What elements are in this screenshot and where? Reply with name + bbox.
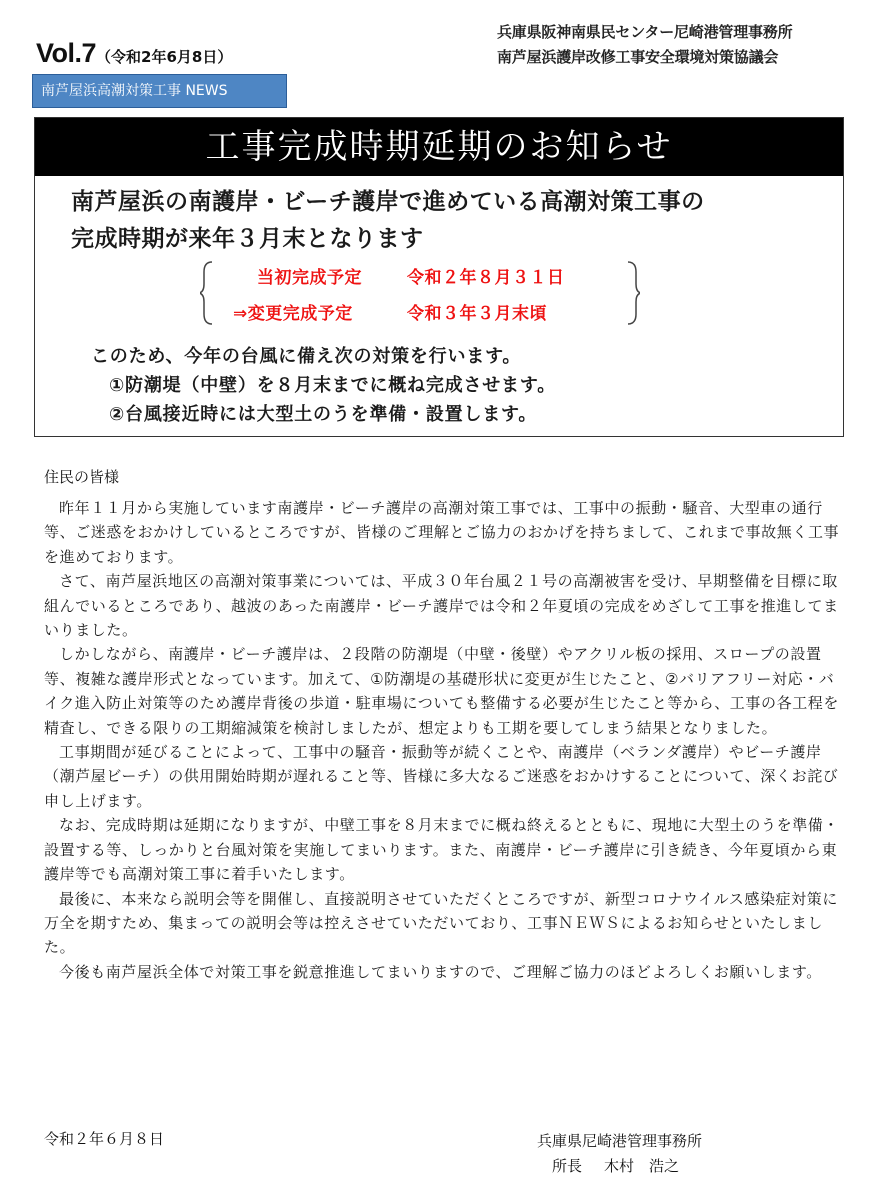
org-line-1: 兵庫県阪神南県民センター尼崎港管理事務所 (497, 23, 793, 41)
original-schedule-label: 当初完成予定 (257, 268, 362, 288)
news-series-label: 南芦屋浜高潮対策工事 NEWS (32, 74, 287, 108)
body-paragraph: なお、完成時期は延期になりますが、中壁工事を８月末までに概ね終えるとともに、現地に大型土のうを準備・設置する等、しっかりと台風対策を実施してまいります。また、南護岸・ビーチ護岸に引き続き、今年夏頃から東護岸等でも高潮対策工事に着手いたします。 (44, 816, 840, 884)
headline-line-1: 南芦屋浜の南護岸・ビーチ護岸で進めている高潮対策工事の (71, 189, 705, 215)
signature-line (552, 1155, 679, 1176)
volume-date: （令和2年6月8日） (96, 48, 233, 66)
headline-line-2: 完成時期が来年３月末となります (71, 226, 424, 252)
body-paragraph: 工事期間が延びることによって、工事中の騒音・振動等が続くことや、南護岸（ベランダ護岸）やビーチ護岸（潮芦屋ビーチ）の供用開始時期が遅れること等、皆様に多大なるご迷惑をおかけすることについて、深くお詫び申し上げます。 (44, 743, 839, 810)
original-schedule-date: 令和２年８月３１日 (407, 268, 565, 288)
org-line-2: 南芦屋浜護岸改修工事安全環境対策協議会 (497, 48, 779, 66)
volume-label (36, 38, 232, 69)
notice-headline (71, 184, 705, 258)
notice-title: 工事完成時期延期のお知らせ (35, 118, 843, 176)
issuing-organizations (497, 20, 867, 70)
body-paragraph: 昨年１１月から実施しています南護岸・ビーチ護岸の高潮対策工事では、工事中の振動・騒音、大型車の通行等、ご迷惑をおかけしているところですが、皆様のご理解とご協力のおかげを持ちまして、これまで事故無く工事を進めております。 (44, 499, 840, 566)
body-paragraph: 今後も南芦屋浜全体で対策工事を鋭意推進してまいりますので、ご理解ご協力のほどよろしくお願いします。 (59, 962, 822, 981)
measure-item-1: ①防潮堤（中壁）を８月末までに概ね完成させます。 (109, 375, 556, 396)
measures-intro: このため、今年の台風に備え次の対策を行います。 (91, 346, 522, 367)
letter-date: 令和２年６月８日 (44, 1130, 165, 1148)
changed-schedule-date: 令和３年３月末頃 (407, 304, 547, 324)
notice-box (34, 117, 844, 437)
signer-title: 所長 (552, 1157, 583, 1175)
salutation: 住民の皆様 (44, 468, 120, 486)
letter-body (44, 496, 844, 984)
body-paragraph: さて、南芦屋浜地区の高潮対策事業については、平成３０年台風２１号の高潮被害を受け、早期整備を目標に取組んでいるところであり、越波のあった南護岸・ビーチ護岸では令和２年夏頃の完成をめざして工事を推進してまいりました。 (44, 572, 839, 640)
signing-office: 兵庫県尼崎港管理事務所 (537, 1132, 703, 1150)
body-paragraph: 最後に、本来なら説明会等を開催し、直接説明させていただくところですが、新型コロナウイルス感染症対策に万全を期すため、集まっての説明会等は控えさせていただいており、工事ＮＥＷＳによるお知らせといたしました。 (44, 889, 838, 957)
changed-schedule-label: ⇒変更完成予定 (233, 304, 353, 324)
volume-number: Vol.7 (36, 38, 97, 68)
body-paragraph: しかしながら、南護岸・ビーチ護岸は、２段階の防潮堤（中壁・後壁）やアクリル板の採用、スロープの設置等、複雑な護岸形式となっています。加えて、①防潮堤の基礎形状に変更が生じたこと、②バリアフリー対応・バイク進入防止対策等のため護岸背後の歩道・駐車場についても整備する必要が生じたこと等から、工事の各工程を精査し、できる限りの工期縮減策を検討しましたが、想定よりも工期を要してしまう結果となりました。 (44, 645, 840, 737)
measure-item-2: ②台風接近時には大型土のうを準備・設置します。 (109, 404, 538, 425)
typhoon-measures (91, 342, 556, 429)
signer-name: 木村 浩之 (604, 1157, 680, 1175)
